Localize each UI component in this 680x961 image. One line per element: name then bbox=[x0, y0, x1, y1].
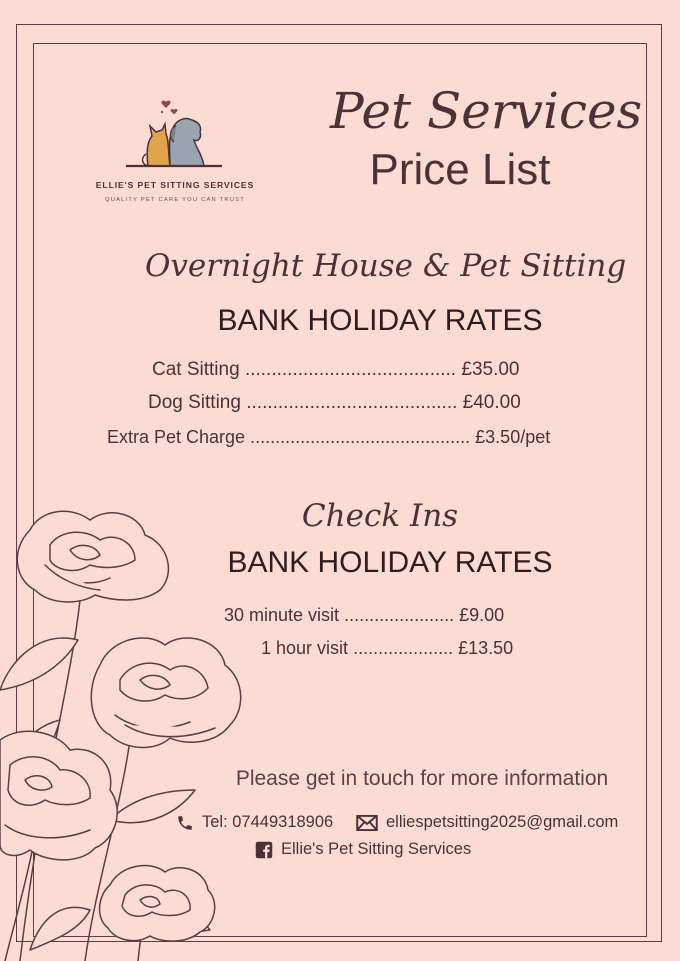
contact-email bbox=[356, 813, 618, 832]
envelope-icon bbox=[356, 815, 378, 831]
row-label: 30 minute visit bbox=[224, 605, 340, 625]
checkins-subheading: BANK HOLIDAY RATES bbox=[227, 546, 553, 579]
phone-icon bbox=[176, 814, 194, 832]
price-row-30-minute bbox=[224, 605, 504, 626]
row-price: £40.00 bbox=[462, 392, 521, 413]
page-title-script: Pet Services bbox=[330, 82, 643, 140]
page-title-subtitle: Price List bbox=[369, 145, 551, 194]
brand-name: ELLIE'S PET SITTING SERVICES bbox=[95, 180, 255, 190]
row-label: Dog Sitting bbox=[148, 392, 241, 413]
checkins-heading: Check Ins bbox=[301, 498, 459, 534]
row-leader: .................... bbox=[353, 638, 454, 658]
contact-heading: Please get in touch for more information bbox=[235, 767, 609, 790]
price-row-extra-pet bbox=[107, 427, 550, 448]
price-row-1-hour bbox=[261, 638, 513, 659]
overnight-subheading: BANK HOLIDAY RATES bbox=[217, 304, 543, 337]
row-price: £13.50 bbox=[458, 638, 514, 658]
row-leader: ...................... bbox=[344, 605, 455, 625]
row-leader: ............................................ bbox=[250, 427, 471, 447]
price-row-cat-sitting bbox=[152, 359, 520, 381]
row-leader: ........................................ bbox=[246, 392, 458, 413]
brand-logo bbox=[70, 96, 280, 211]
row-price: £9.00 bbox=[459, 605, 505, 625]
contact-phone bbox=[176, 813, 333, 832]
facebook-icon bbox=[255, 841, 273, 859]
overnight-heading: Overnight House & Pet Sitting bbox=[145, 248, 627, 284]
cat-and-dog-logo-icon bbox=[70, 96, 280, 176]
contact-facebook bbox=[255, 840, 471, 859]
brand-tagline: QUALITY PET CARE YOU CAN TRUST bbox=[105, 197, 245, 203]
row-label: 1 hour visit bbox=[261, 638, 349, 658]
row-label: Cat Sitting bbox=[152, 359, 240, 380]
email-address[interactable]: elliespetsitting2025@gmail.com bbox=[386, 813, 619, 831]
price-row-dog-sitting bbox=[148, 392, 521, 414]
row-label: Extra Pet Charge bbox=[107, 427, 246, 447]
facebook-page[interactable]: Ellie's Pet Sitting Services bbox=[281, 840, 472, 858]
phone-number[interactable]: Tel: 07449318906 bbox=[202, 813, 334, 831]
row-price: £3.50/pet bbox=[475, 427, 551, 447]
row-leader: ........................................ bbox=[244, 359, 457, 380]
row-price: £35.00 bbox=[461, 359, 520, 380]
